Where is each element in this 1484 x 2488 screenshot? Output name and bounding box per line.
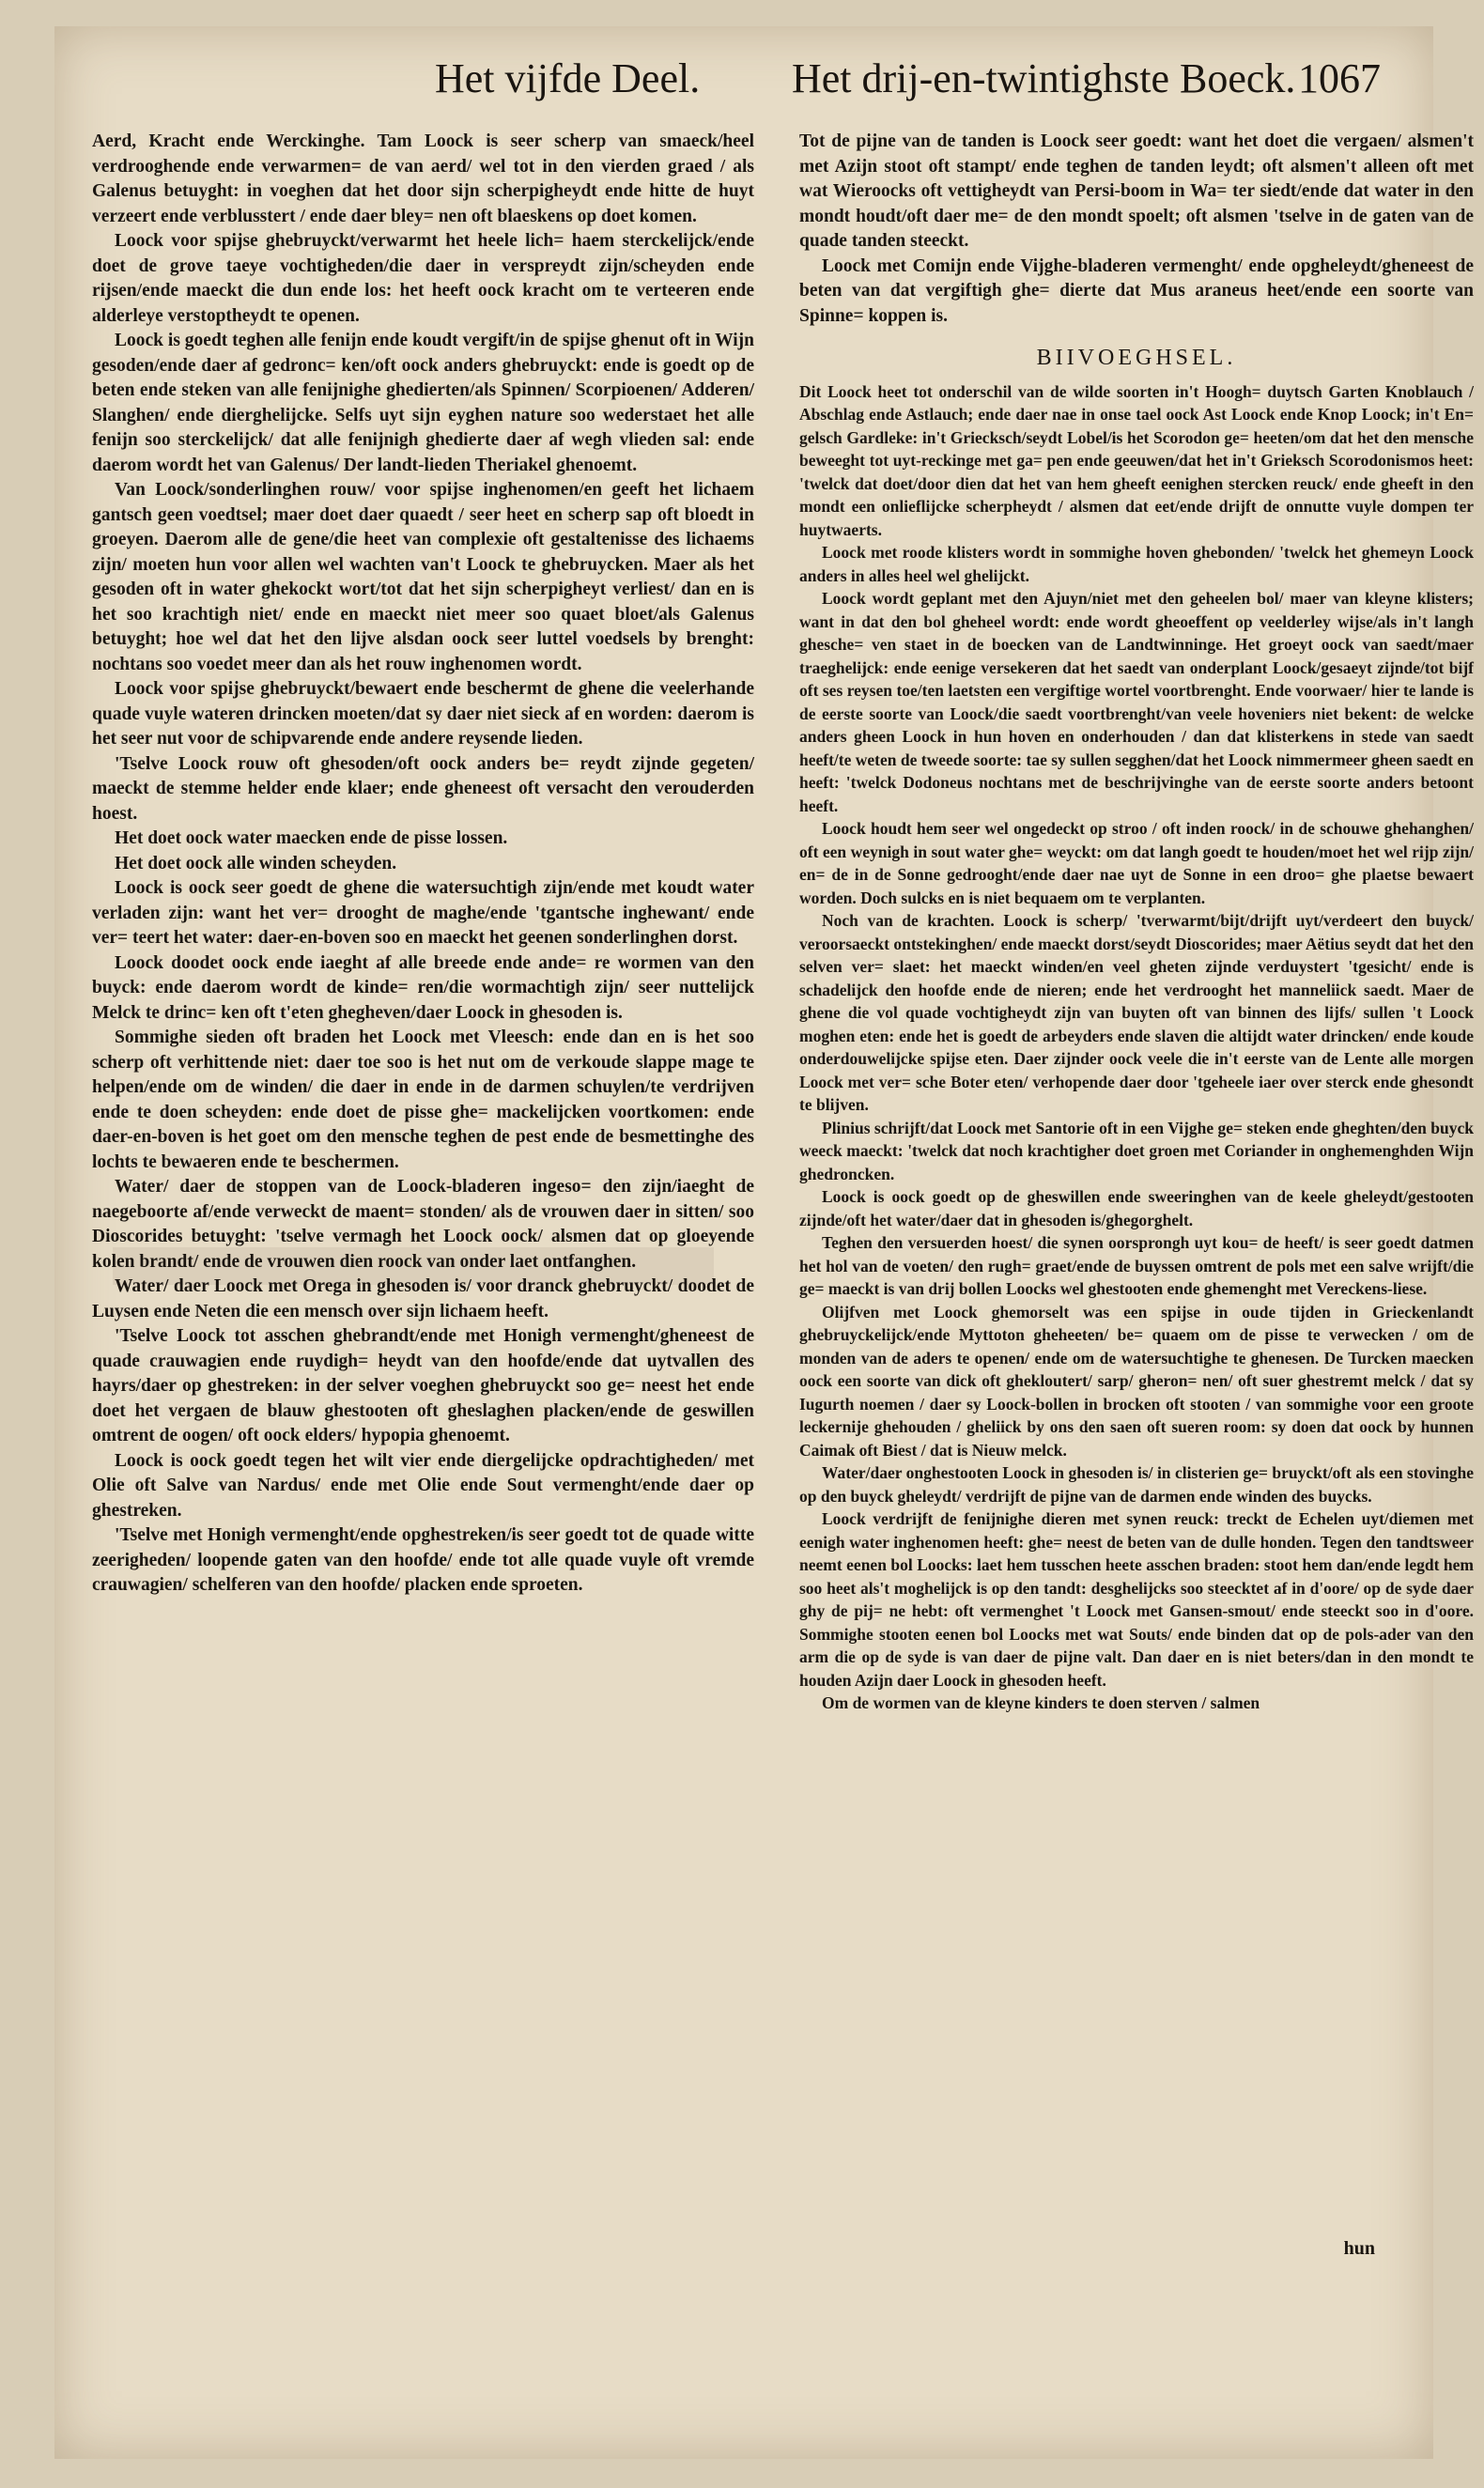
header-book-title: Het drij-en-twintighste Boeck. [792,55,1296,101]
paragraph: Sommighe sieden oft braden het Loock met Vleesch: ende dan en is het soo scherp oft verhittende niet: daer toe soo is het nut om de verkoude slappe mage te helpen/ende om de winden/ die daer in ende in de darmen schuylen/te verdrijven ende te doen scheyden: ende doet de pisse ghe= mackelijcken voortkomen: ende daer-en-boven is het goet om den mensche teghen de pest ende de besmettinghe des lochts te bewaeren ende te beschermen. [92,1028,754,1172]
paragraph: Water/ daer de stoppen van de Loock-bladeren ingeso= den zijn/iaeght de naegeboorte af/ende verweckt de maent= stonden/ als de vrouwen daer in sitten/ soo Dioscorides betuyght: 'tselve vermagh het Loock oock/ alsmen dat op gloeyende kolen brandt/ ende de vrouwen dien roock van onder laet ontfanghen. [92,1177,754,1272]
paragraph: Loock verdrijft de fenijnighe dieren met synen reuck: treckt de Echelen uyt/diemen met eenigh water inghenomen heeft: ghe= neest de beten van de dulle honden. Tegen den tandtsweer neemt eenen bol Loocks: laet hem tusschen heete asschen braden: stoot hem dan/ende legdt hem soo heet als't moghelijck is op den tandt: desghelijcks soo steecktet af in d'oore/ op de syde daer ghy de pij= ne hebt: oft vermenghet 't Loock met Gansen-smout/ ende steeckt soo in d'oore. Sommighe stooten eenen bol Loocks met wat Souts/ ende binden dat op de pols-ader van den arm die op de syde is van daer de pijne valt. Dan daer en is niet beters/dan in den mondt te houden Azijn daer Loock in ghesoden heeft. [799,1509,1474,1690]
paragraph: Loock wordt geplant met den Ajuyn/niet met den geheelen bol/ maer van kleyne klisters; want in dat den bol gheheel wordt: ende wordt gheoeffent op veelderley wijse/als in't langh ghesche= ven staet in de boecken van de Landtwinninge. Het groeyt oock van saedt/maer traeghelijck: ende eenige versekeren dat het saedt van onderplant Loock/gesaeyt zijnde/tot bijf oft ses reysen toe/ten laetsten een vergiftige wortel voortbrenght. Ende voorwaer/ hier te lande is de eerste soorte van Loock/die saedt voortbrenght/van veele hoveniers niet bekent: de welcke anders gheen Loock in hun hoven en onderhouden / dan dat klisterkens in stede van saedt heeft/te weten de tweede soorte: tae sy sullen segghen/dat het Loock nimmermeer gheen saedt en heeft: 'twelck Dodoneus nochtans met de beschrijvinghe van de eerste soorte anders betoont heeft. [799,589,1475,815]
paragraph: Aerd, Kracht ende Werckinghe. Tam Loock is seer scherp van smaeck/heel verdrooghende ende verwarmen= de van aerd/ wel tot in den vierden graed / als Galenus betuyght: in voeghen dat het door sijn scherpigheydt ende hitte de huyt verzeert ende verblusstert / ende daer bley= nen oft blaeskens op doet komen. [92,131,754,226]
page-number: 1067 [1298,55,1381,101]
right-column [799,130,1474,1715]
paragraph: 'Tselve Loock rouw oft ghesoden/oft oock anders be= reydt zijnde gegeten/ maeckt de stemme helder ende klaer; ende gheneest oft versacht den verouderden hoest. [92,753,754,824]
paragraph: Teghen den versuerden hoest/ die synen oorsprongh uyt kou= de heeft/ is seer goedt datmen het hol van de voeten/ den rugh= graet/ende de buyssen omtrent de pols met een salve wrijft/die ge= maeckt is van drij bollen Loocks wel ghestooten ende ghemenght met Vereckens-liese. [799,1233,1474,1298]
paragraph: Loock is goedt teghen alle fenijn ende koudt vergift/in de spijse ghenut oft in Wijn gesoden/ende daer af gedronc= ken/oft oock anders ghebruyckt: ende is goedt op de beten ende steken van alle fenijnighe ghedierten/als Spinnen/ Scorpioenen/ Adderen/ Slanghen/ ende dierghelijcke. Selfs uyt sijn eyghen nature soo wederstaet het alle fenijn soo sterckelijck/ dat alle fenijnigh ghedierte daer af wegh vlieden sal: ende daerom wordt het van Galenus/ Der landt-lieden Theriakel ghenoemt. [92,331,754,475]
catchword: hun [1343,2238,1375,2259]
paragraph: Loock voor spijse ghebruyckt/bewaert ende beschermt de ghene die veelerhande quade vuyle wateren drincken moeten/dat sy daer niet sieck af en worden: daerom is het seer nut voor de schipvarende ende andere reysende lieden. [92,679,754,749]
paragraph: Loock met roode klisters wordt in sommighe hoven ghebonden/ 'twelck het ghemeyn Loock anders in alles heel wel ghelijckt. [799,543,1474,585]
supplement-text [799,380,1474,1715]
book-page [54,26,1475,2459]
paragraph: Loock is oock seer goedt de ghene die watersuchtigh zijn/ende met koudt water verladen zijn: want het ver= drooght de maghe/ende 'tgantsche inghewant/ ende ver= teert het water: daer-en-boven soo en maeckt het geenen sonderlinghen dorst. [92,878,754,948]
paragraph: 'Tselve met Honigh vermenght/ende opghestreken/is seer goedt tot de quade witte zeerigheden/ loopende gaten van den hoofde/ ende tot alle quade vuyle oft vremde crauwagien/ schelferen van den hoofde/ placken ende sproeten. [92,1525,754,1595]
left-column [92,130,754,1599]
paragraph: Loock is oock goedt op de gheswillen ende sweeringhen van de keele gheleydt/gestooten zijnde/oft het water/daer dat in ghesoden is/ghegorghelt. [799,1187,1474,1229]
paragraph: Loock houdt hem seer wel ongedeckt op stroo / oft inden roock/ in de schouwe ghehanghen/ oft een weynigh in sout water ghe= weyckt: om dat langh goedt te houden/moet het wel rijp zijn/ en= de in de Sonne gedrooght/ende daer nae uyt de Sonne in een droo= ghe plaetse bewaert worden. Doch sulcks en is niet bequaem om te verplanten. [799,819,1474,907]
paragraph: Loock is oock goedt tegen het wilt vier ende diergelijcke opdrachtigheden/ met Olie oft Salve van Nardus/ ende met Olie ende Sout vermenght/ende daer op ghestreken. [92,1450,754,1521]
paragraph: Loock met Comijn ende Vijghe-bladeren vermenght/ ende opgheleydt/gheneest de beten van dat vergiftigh ghe= dierte dat Mus araneus heet/ende een soorte van Spinne= koppen is. [799,255,1474,326]
section-title: BIIVOEGHSEL. [1036,346,1237,370]
paragraph: 'Tselve Loock tot asschen ghebrandt/ende met Honigh vermenght/gheneest de quade crauwagien ende ruydigh= heydt van den hoofde/ende dat uytvallen des hayrs/daer op ghestreken: in der selver voeghen ghebruyckt soo ge= neest het ende doet het vergaen de blauw ghestooten oft gheslaghen placken/ende de geswillen omtrent de oogen/ oft oock elders/ hypopia ghenoemt. [92,1326,754,1445]
paragraph: Plinius schrijft/dat Loock met Santorie oft in een Vijghe ge= steken ende gheghten/den buyck weeck maeckt: 'twelck dat noch krachtigher doet groen met Coriander in onghemenghden Wijn ghedroncken. [799,1118,1474,1183]
paragraph: Het doet oock water maecken ende de pisse lossen. [115,828,508,848]
paragraph: Noch van de krachten. Loock is scherp/ 'tverwarmt/bijt/drijft uyt/verdeert den buyck/ veroorsaeckt ontstekinghen/ ende maeckt dorst/seydt Dioscorides; maer Aëtius seydt dat het den selven ver= slaet: het maeckt winden/en veel gheten zijnde verduystert 'tgesicht/ ende is schadelijck den hoofde ende de nieren; ende het verdrooght het manneliick saedt. Maer de ghene die vol quade vochtigheydt zijn van buyten oft van binnen des lijfs/ sullen 't Loock moghen eten: ende het is goedt de arbeyders ende slaven die altijdt water drincken/ ende koude onderdouwelijcke spijse eten. Daer zijnder oock veele die in't eerste van de Lente alle morgen Loock met ver= sche Boter eten/ verhopende daer door 'tgeheele iaer over sterck ende ghesondt te blijven. [799,911,1474,1114]
paragraph: Tot de pijne van de tanden is Loock seer goedt: want het doet die vergaen/ alsmen't met Azijn stoot oft stampt/ ende teghen de tanden leydt; oft alsmen't alleen oft met wat Wieroocks oft vettigheydt van Persi-boom in Wa= ter siedt/ende dat water in den mondt houdt/oft daer me= de den mondt spoelt; oft alsmen 'tselve in de gaten van de quade tanden steeckt. [799,131,1474,251]
header-part-title: Het vijfde Deel. [435,55,701,101]
paragraph: Om de wormen van de kleyne kinders te doen sterven / salmen [822,1693,1260,1712]
running-header [435,54,1381,120]
paragraph: Loock doodet oock ende iaeght af alle breede ende ande= re wormen van den buyck: ende daerom wordt de kinde= ren/die wormachtigh zijn/ seer nuttelijck Melck te drinc= ken oft t'eten ghegheven/daer Loock in ghesoden is. [92,952,754,1023]
paragraph: Het doet oock alle winden scheyden. [115,853,397,873]
paragraph: Water/daer onghestooten Loock in ghesoden is/ in clisterien ge= bruyckt/oft als een stovinghe op den buyck gheleydt/ verdrijft de pijne van de darmen ende winden des buycks. [799,1463,1474,1506]
paragraph: Van Loock/sonderlinghen rouw/ voor spijse inghenomen/en geeft het lichaem gantsch geen voedtsel; maer doet daer quaedt / seer heet en scherp sap oft bloedt in groeyen. Daerom alle de gene/die heet van complexie oft gestaltenisse des lichaems zijn/ moeten hun voor allen wel wachten van't Loock te ghebruycken. Maer als het gesoden oft in water ghekockt wort/tot dat het sijn scherpigheyt verliest/ dan en is het soo krachtigh niet/ ende en maeckt niet meer soo quaet bloet/als Galenus betuyght; hoe wel dat het den lijve alsdan oock seer luttel voedsels by brenght: nochtans soo voedet meer dan als het rouw inghenomen wordt. [92,480,754,674]
paragraph: Water/ daer Loock met Orega in ghesoden is/ voor dranck ghebruyckt/ doodet de Luysen ende Neten die een mensch over sijn lichaem heeft. [92,1276,754,1321]
paragraph: Dit Loock heet tot onderschil van de wilde soorten in't Hoogh= duytsch Garten Knoblauch / Abschlag ende Astlauch; ende daer nae in onse tael oock Ast Loock ende Knop Loock; in't En= gelsch Gardleke: in't Griecksch/seydt Lobel/is het Scorodon ge= heeten/om dat het den mensche beweeght tot uyt-reckinge met ga= pen ende geeuwen/dat het in't Grieksch Scorodonismos heet: 'twelck dat doet/door dien dat het van hem gheeft eenighen stercken reuck/ ende gheeft in den mondt een onlieflijcke scherpheydt / alsmen dat eet/ende drijft de onnutte vuyle dompen ter huytwaerts. [799,381,1474,539]
right-column-main-text [799,130,1474,329]
paragraph: Loock voor spijse ghebruyckt/verwarmt het heele lich= haem sterckelijck/ende doet de grove taeye vochtigheden/die daer in verspreydt zijn/scheyden ende rijsen/ende maeckt die dun ende los: het heeft oock kracht om te verteeren ende alderleye verstoptheydt te openen. [92,231,754,326]
paragraph: Olijfven met Loock ghemorselt was een spijse in oude tijden in Grieckenlandt ghebruyckelijck/ende Myttoton gheheeten/ be= quaem om de pisse te verwecken / om de monden van de aders te openen/ ende om de watersuchtighe te ghenesen. De Turcken maecken oock een soorte van dick oft ghekloutert/ sarp/ gheron= nen/ oft suer ghestremt melck / dat sy Iugurth noemen / daer sy Loock-bollen in brocken oft stooten / van sommighe voor een groote leckernije ghehouden / gheliick by ons den saen oft sueren room: sy doen dat oock by hunnen Caimak oft Biest / dat is Nieuw melck. [799,1302,1474,1460]
